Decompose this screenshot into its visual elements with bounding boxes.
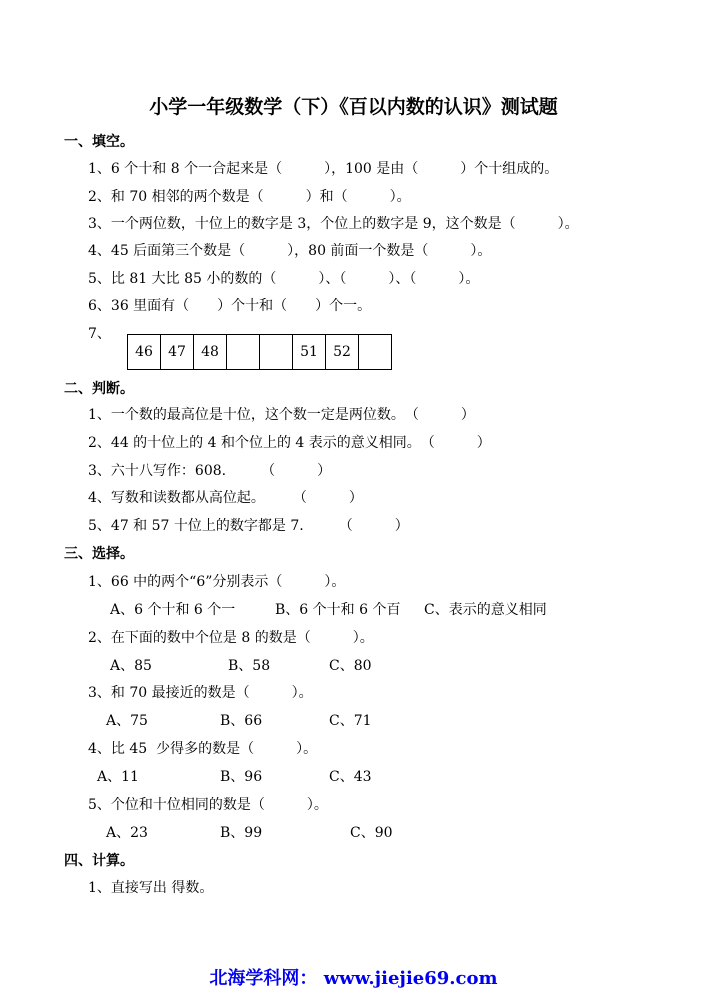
- choice-2-option-c: C、80: [329, 658, 372, 674]
- section-heading-fill: 一、填空。: [64, 134, 134, 150]
- section-heading-calc: 四、计算。: [64, 853, 134, 869]
- fill-question-5: 5、比 81 大比 85 小的数的（ ）、（ ）、（ ）。: [88, 271, 480, 287]
- choice-5-option-b: B、99: [220, 825, 263, 841]
- judge-question-1: 1、一个数的最高位是十位，这个数一定是两位数。 （ ）: [88, 407, 475, 423]
- section-heading-choice: 三、选择。: [64, 546, 134, 562]
- number-cell: 51: [293, 335, 326, 370]
- number-cell-blank: [260, 335, 293, 370]
- fill-question-4: 4、45 后面第三个数是（ ），80 前面一个数是（ ）。: [88, 243, 492, 259]
- number-cell: 46: [128, 335, 161, 370]
- choice-3-option-a: A、75: [106, 713, 148, 729]
- page-title: 小学一年级数学（下）《百以内数的认识》测试题: [149, 96, 558, 118]
- judge-question-3: 3、六十八写作：608. （ ）: [88, 463, 332, 479]
- choice-4-option-a: A、11: [97, 769, 139, 785]
- choice-4-option-b: B、96: [220, 769, 263, 785]
- judge-question-5: 5、47 和 57 十位上的数字都是 7. （ ）: [88, 518, 409, 534]
- section-heading-judge: 二、判断。: [64, 381, 134, 397]
- judge-question-4: 4、写数和读数都从高位起。 （ ）: [88, 490, 363, 506]
- choice-3-option-b: B、66: [220, 713, 263, 729]
- choice-2-option-a: A、85: [110, 658, 152, 674]
- choice-question-2: 2、在下面的数中个位是 8 的数是（ ）。: [88, 630, 374, 646]
- choice-1-option-b: B、6 个十和 6 个百: [275, 602, 401, 618]
- choice-5-option-a: A、23: [106, 825, 148, 841]
- fill-question-2: 2、和 70 相邻的两个数是（ ）和（ ）。: [88, 189, 411, 205]
- choice-5-option-c: C、90: [350, 825, 393, 841]
- fill-question-3: 3、一个两位数，十位上的数字是 3，个位上的数字是 9，这个数是（ ）。: [88, 216, 579, 232]
- number-sequence-table: [127, 334, 392, 370]
- choice-2-option-b: B、58: [228, 658, 271, 674]
- fill-question-6: 6、36 里面有（ ）个十和（ ）个一。: [88, 298, 372, 314]
- number-cell-blank: [359, 335, 392, 370]
- choice-1-option-a: A、6 个十和 6 个一: [110, 602, 236, 618]
- judge-question-2: 2、44 的十位上的 4 和个位上的 4 表示的意义相同。 （ ）: [88, 435, 491, 451]
- choice-4-option-c: C、43: [329, 769, 372, 785]
- choice-question-5: 5、个位和十位相同的数是（ ）。: [88, 797, 328, 813]
- calc-question-1: 1、直接写出 得数。: [88, 880, 214, 896]
- number-cell: 52: [326, 335, 359, 370]
- fill-question-7: 7、: [88, 326, 111, 342]
- number-cell: 47: [161, 335, 194, 370]
- fill-question-1: 1、6 个十和 8 个一合起来是（ ），100 是由（ ）个十组成的。: [88, 161, 559, 177]
- choice-question-4: 4、比 45 少得多的数是（ ）。: [88, 741, 318, 757]
- footer-website: 北海学科网： www.jiejie69.com: [209, 968, 498, 989]
- choice-question-3: 3、和 70 最接近的数是（ ）。: [88, 685, 313, 701]
- number-cell-blank: [227, 335, 260, 370]
- choice-question-1: 1、66 中的两个“6”分别表示（ ）。: [88, 574, 346, 590]
- choice-3-option-c: C、71: [329, 713, 372, 729]
- choice-1-option-c: C、表示的意义相同: [424, 602, 547, 618]
- number-cell: 48: [194, 335, 227, 370]
